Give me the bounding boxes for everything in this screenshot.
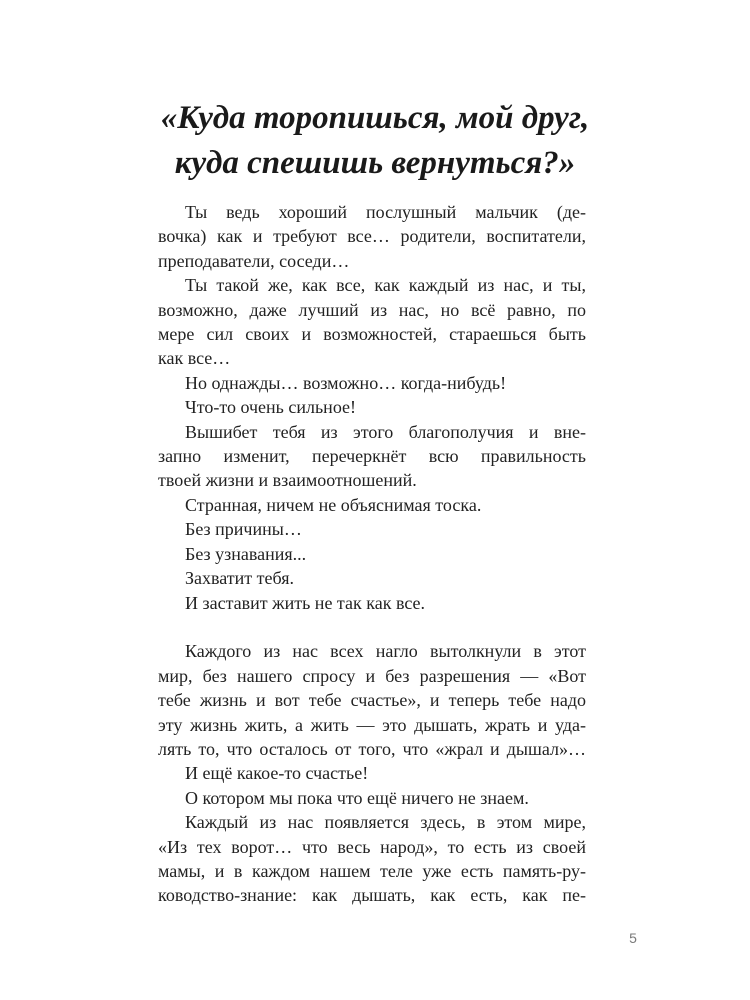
text-line: О котором мы пока что ещё ничего не знаем.: [185, 787, 529, 808]
text-line: Вышибет тебя из этого благополучия и вне-: [185, 421, 586, 442]
text-line: «Из тех ворот… что весь народ», то есть из своей: [158, 836, 586, 857]
paragraph: [158, 200, 586, 273]
text-line: мере сил своих и возможностей, стараешься быть: [158, 324, 586, 345]
text-line: возможно, даже лучший из нас, но всё равно, по: [158, 299, 586, 320]
text-line: мир, без нашего спросу и без разрешения — «Вот: [158, 665, 586, 686]
body-text: [158, 200, 586, 908]
paragraph: [158, 395, 586, 419]
paragraph: [158, 591, 586, 615]
text-line: эту жизнь жить, а жить — это дышать, жрать и уда-: [158, 714, 586, 735]
paragraph: [158, 786, 586, 810]
text-line: преподаватели, соседи…: [158, 250, 350, 271]
text-line: Каждого из нас всех нагло вытолкнули в этот: [185, 641, 586, 662]
text-line: Что-то очень сильное!: [185, 397, 357, 418]
text-line: запно изменит, перечеркнёт всю правильность: [158, 446, 586, 467]
text-line: мамы, и в каждом нашем теле уже есть память-ру-: [158, 860, 586, 881]
text-line: Захватит тебя.: [185, 568, 295, 589]
paragraph: [158, 420, 586, 493]
page-number: 5: [629, 930, 637, 946]
text-line: И ещё какое-то счастье!: [185, 763, 369, 784]
paragraph: [158, 761, 586, 785]
text-line: как все…: [158, 348, 231, 369]
text-line: Но однажды… возможно… когда-нибудь!: [185, 372, 507, 393]
paragraph: [158, 542, 586, 566]
text-line: ководство-знание: как дышать, как есть, как пе-: [158, 885, 586, 906]
paragraph: [158, 371, 586, 395]
text-line: тебе жизнь и вот тебе счастье», и теперь тебе надо: [158, 690, 586, 711]
paragraph: [158, 566, 586, 590]
text-line: лять то, что осталось от того, что «жрал и дышал»…: [158, 738, 586, 759]
text-line: твоей жизни и взаимоотношений.: [158, 470, 417, 491]
paragraph: [158, 493, 586, 517]
text-line: вочка) как и требуют все… родители, воспитатели,: [158, 226, 586, 247]
paragraph: [158, 517, 586, 541]
chapter-title-line-1: «Куда торопишься, мой друг,: [160, 100, 590, 136]
section-break: [158, 615, 586, 639]
paragraph: [158, 639, 586, 761]
text-line: Без узнавания...: [185, 543, 307, 564]
paragraph: [158, 273, 586, 371]
text-line: Каждый из нас появляется здесь, в этом мире,: [185, 812, 586, 833]
text-line: Без причины…: [185, 519, 302, 540]
text-line: Странная, ничем не объяснимая тоска.: [185, 494, 482, 515]
paragraph: [158, 810, 586, 908]
text-line: Ты такой же, как все, как каждый из нас, и ты,: [185, 275, 586, 296]
chapter-title: [0, 96, 750, 186]
text-line: И заставит жить не так как все.: [185, 592, 426, 613]
chapter-title-line-2: куда спешишь вернуться?»: [174, 145, 576, 181]
text-line: Ты ведь хороший послушный мальчик (де-: [185, 202, 586, 222]
